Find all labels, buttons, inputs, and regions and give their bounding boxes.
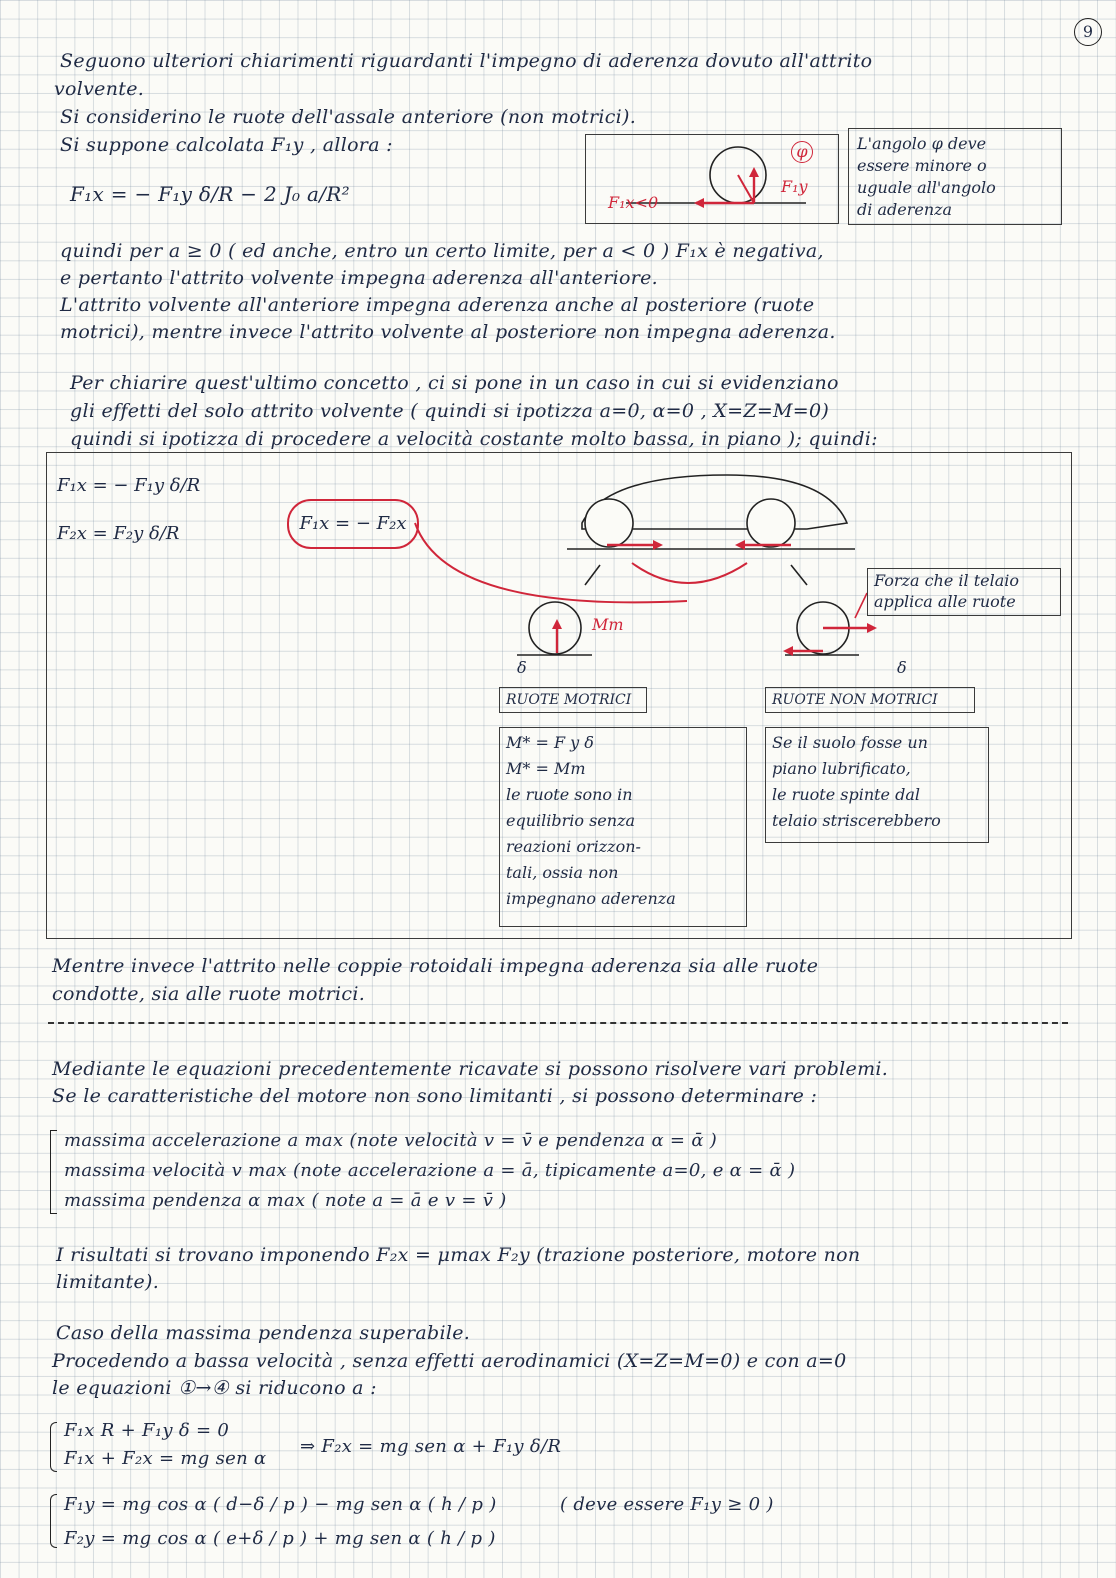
nondriven-text: le ruote spinte dal	[772, 785, 920, 804]
equation-brace	[50, 1422, 57, 1472]
equation: F₁x R + F₁y δ = 0	[64, 1420, 230, 1441]
result-ellipse: F₁x = − F₂x	[287, 499, 419, 549]
list-item: massima velocità v max (note accelerazione a = ā, tipicamente a=0, e α = ᾱ )	[64, 1160, 796, 1181]
note-line: essere minore o	[857, 156, 987, 175]
nondriven-text: piano lubrificato,	[772, 759, 911, 778]
text-line: e pertanto l'attrito volvente impegna aderenza all'anteriore.	[60, 267, 658, 289]
moment-label: Mm	[592, 615, 624, 634]
section-title: Caso della massima pendenza superabile.	[56, 1322, 471, 1344]
text-line: le equazioni ①→④ si riducono a :	[52, 1377, 377, 1399]
delta-label: δ	[517, 658, 527, 677]
note-line: L'angolo φ deve	[857, 134, 987, 153]
driven-text: le ruote sono in	[506, 785, 633, 804]
driven-wheels-label-box	[499, 687, 647, 713]
angle-label: φ	[791, 141, 813, 163]
equation-note: ( deve essere F₁y ≥ 0 )	[560, 1494, 774, 1515]
text-line: Mediante le equazioni precedentemente ricavate si possono risolvere vari problemi.	[52, 1058, 889, 1080]
force-label: F₁x<0	[608, 193, 659, 212]
text-line: gli effetti del solo attrito volvente ( quindi si ipotizza a=0, α=0 , X=Z=M=0)	[70, 400, 830, 422]
frame-force-box	[867, 568, 1061, 616]
driven-text: equilibrio senza	[506, 811, 636, 830]
delta-label: δ	[897, 658, 907, 677]
list-item: massima pendenza α max ( note a = ā e v = v̄ )	[64, 1190, 507, 1211]
driven-text: M* = F y δ	[506, 733, 594, 752]
equation-brace	[50, 1494, 57, 1548]
diagram-box	[46, 452, 1072, 939]
text-line: Seguono ulteriori chiarimenti riguardanti l'impegno di aderenza dovuto all'attrito	[60, 50, 873, 72]
nondriven-wheels-box	[765, 727, 989, 843]
text-line: Mentre invece l'attrito nelle coppie rotoidali impegna aderenza sia alle ruote	[52, 955, 819, 977]
text-line: quindi si ipotizza di procedere a velocità costante molto bassa, in piano ); quindi:	[70, 428, 878, 450]
frame-force-line: Forza che il telaio	[874, 571, 1020, 590]
text-line: quindi per a ≥ 0 ( ed anche, entro un certo limite, per a < 0 ) F₁x è negativa,	[60, 240, 824, 262]
formula: F₁x = − F₁y δ/R − 2 J₀ a/R²	[70, 182, 350, 206]
note-line: uguale all'angolo	[857, 178, 996, 197]
nondriven-wheels-label-box	[765, 687, 975, 713]
equation: F₂y = mg cos α ( e+δ / p ) + mg sen α ( h / p )	[64, 1528, 496, 1549]
list-bracket	[50, 1130, 57, 1214]
force-label: F₁y	[781, 177, 808, 196]
text-line: limitante).	[56, 1271, 160, 1293]
equation: F₁x + F₂x = mg sen α	[64, 1448, 267, 1469]
text-line: Per chiarire quest'ultimo concetto , ci si pone in un caso in cui si evidenziano	[70, 372, 839, 394]
equation: F₁x = − F₁y δ/R	[57, 475, 201, 496]
text-line: volvente.	[54, 78, 145, 100]
note-box	[848, 128, 1062, 225]
driven-text: reazioni orizzon-	[506, 837, 641, 856]
equation: F₂x = F₂y δ/R	[57, 523, 180, 544]
text-line: Se le caratteristiche del motore non sono limitanti , si possono determinare :	[52, 1085, 818, 1107]
text-line: motrici), mentre invece l'attrito volvente al posteriore non impegna aderenza.	[60, 321, 836, 343]
driven-wheels-label: RUOTE MOTRICI	[506, 692, 632, 708]
frame-force-line: applica alle ruote	[874, 592, 1016, 611]
section-divider	[48, 1022, 1068, 1024]
text-line: I risultati si trovano imponendo F₂x = μmax F₂y (trazione posteriore, motore non	[56, 1244, 861, 1266]
driven-text: tali, ossia non	[506, 863, 619, 882]
text-line: Procedendo a bassa velocità , senza effetti aerodinamici (X=Z=M=0) e con a=0	[52, 1350, 847, 1372]
equation: ⇒ F₂x = mg sen α + F₁y δ/R	[300, 1436, 562, 1457]
nondriven-wheels-label: RUOTE NON MOTRICI	[772, 692, 938, 708]
nondriven-text: Se il suolo fosse un	[772, 733, 928, 752]
nondriven-text: telaio striscerebbero	[772, 811, 941, 830]
note-line: di aderenza	[857, 200, 953, 219]
driven-text: impegnano aderenza	[506, 889, 676, 908]
wheel-figure	[585, 134, 839, 224]
driven-text: M* = Mm	[506, 759, 586, 778]
text-line: L'attrito volvente all'anteriore impegna aderenza anche al posteriore (ruote	[60, 294, 815, 316]
text-line: condotte, sia alle ruote motrici.	[52, 983, 366, 1005]
page-number: 9	[1074, 18, 1102, 46]
equation: F₁y = mg cos α ( d−δ / p ) − mg sen α ( h / p )	[64, 1494, 497, 1515]
text-line: Si suppone calcolata F₁y , allora :	[60, 134, 393, 156]
text-line: Si considerino le ruote dell'assale anteriore (non motrici).	[60, 106, 637, 128]
driven-wheels-box	[499, 727, 747, 927]
list-item: massima accelerazione a max (note velocità v = v̄ e pendenza α = ᾱ )	[64, 1130, 718, 1151]
